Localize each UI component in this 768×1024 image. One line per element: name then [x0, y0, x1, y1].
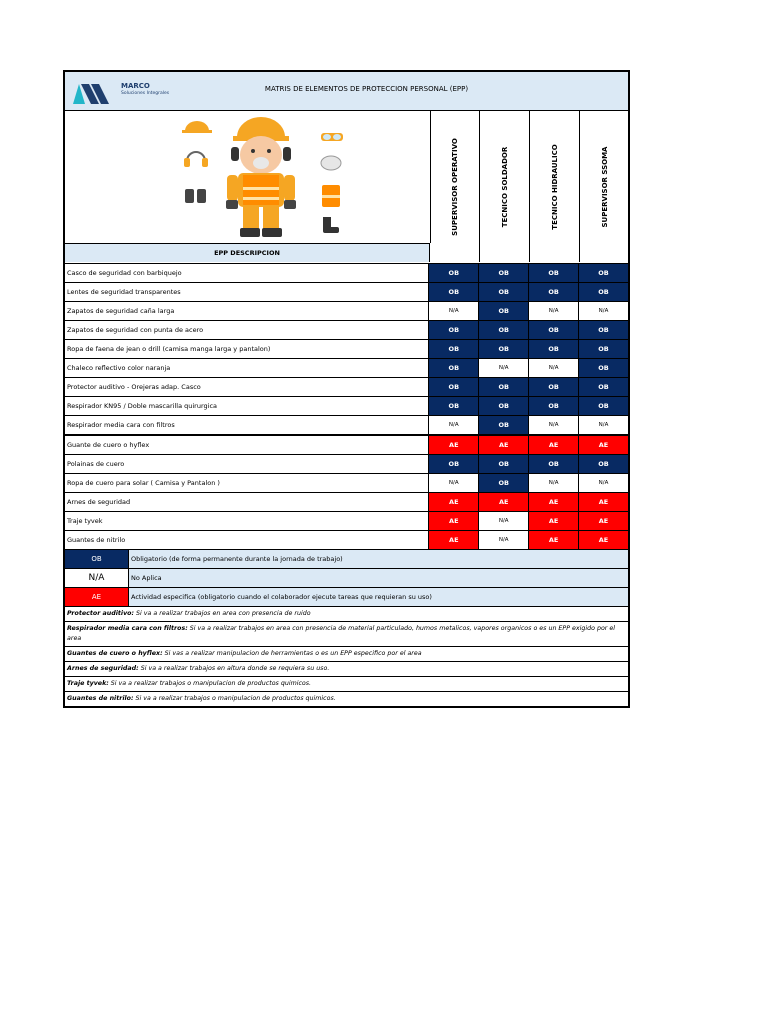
- brand-subtitle: Soluciones Integrales: [121, 91, 170, 96]
- requirement-cell: OB: [529, 397, 579, 415]
- legend-text: No Aplica: [129, 569, 628, 587]
- table-row: [65, 455, 628, 474]
- column-header-tecnico-hidraulico: TECNICO HIDRAULICO: [530, 111, 580, 262]
- requirement-cell: AE: [579, 512, 628, 530]
- epp-description-header: EPP DESCRIPCION: [65, 243, 430, 262]
- table-row: [65, 436, 628, 455]
- table-row: [65, 359, 628, 378]
- epp-item-label: Respirador KN95 / Doble mascarilla quirurgica: [65, 397, 429, 415]
- table-row: [65, 378, 628, 397]
- note-label: Protector auditivo:: [67, 610, 135, 617]
- column-header-supervisor-ssoma: SUPERVISOR SSOMA: [601, 146, 609, 227]
- legend-key: N/A: [65, 569, 129, 587]
- matrix-top-section: [65, 111, 628, 264]
- requirement-cell: AE: [429, 436, 479, 454]
- requirement-cell: N/A: [479, 531, 529, 549]
- requirement-cell: OB: [529, 455, 579, 473]
- note-label: Respirador media cara con filtros:: [67, 625, 188, 632]
- note-label: Arnes de seguridad:: [67, 665, 139, 672]
- note-text: Si va a realizar trabajos o manipulacion de productos quimicos.: [110, 680, 312, 687]
- requirement-cell: OB: [479, 474, 529, 492]
- epp-item-label: Guante de cuero o hyflex: [65, 436, 429, 454]
- requirement-cell: N/A: [579, 416, 628, 434]
- note-row: [65, 622, 628, 647]
- page-title: MATRIS DE ELEMENTOS DE PROTECCION PERSONAL (EPP): [264, 85, 469, 93]
- requirement-cell: AE: [529, 531, 579, 549]
- requirement-cell: N/A: [529, 359, 579, 377]
- note-text: Si va a realizar trabajos en altura donde se requiera su uso.: [140, 665, 330, 672]
- requirement-cell: N/A: [579, 302, 628, 320]
- requirement-cell: OB: [579, 455, 628, 473]
- requirement-cell: OB: [429, 264, 479, 282]
- table-row: [65, 474, 628, 493]
- requirement-cell: OB: [579, 378, 628, 396]
- table-row: [65, 340, 628, 359]
- requirement-cell: OB: [529, 378, 579, 396]
- requirement-cell: AE: [579, 531, 628, 549]
- requirement-cell: OB: [429, 321, 479, 339]
- epp-matrix-sheet: [63, 70, 630, 708]
- note-row: [65, 662, 628, 677]
- requirement-cell: AE: [579, 493, 628, 511]
- epp-item-label: Arnes de seguridad: [65, 493, 429, 511]
- legend: [65, 550, 628, 607]
- epp-item-label: Zapatos de seguridad caña larga: [65, 302, 429, 320]
- table-row: [65, 283, 628, 302]
- legend-row: [65, 569, 628, 588]
- requirement-cell: OB: [479, 283, 529, 301]
- legend-row: [65, 588, 628, 607]
- requirement-cell: OB: [429, 378, 479, 396]
- requirement-cell: AE: [429, 493, 479, 511]
- requirement-cell: OB: [579, 359, 628, 377]
- epp-item-label: Polainas de cuero: [65, 455, 429, 473]
- table-row: [65, 493, 628, 512]
- note-row: [65, 692, 628, 706]
- requirement-cell: N/A: [579, 474, 628, 492]
- note-row: [65, 607, 628, 622]
- requirement-cell: N/A: [479, 512, 529, 530]
- note-text: Si va a realizar trabajos o manipulacion de productos quimicos.: [135, 695, 336, 702]
- epp-item-label: Respirador media cara con filtros: [65, 416, 429, 434]
- epp-item-label: Chaleco reflectivo color naranja: [65, 359, 429, 377]
- epp-item-label: Ropa de faena de jean o drill (camisa manga larga y pantalon): [65, 340, 429, 358]
- column-header-tecnico-soldador: TECNICO SOLDADOR: [480, 111, 530, 262]
- requirement-cell: AE: [429, 531, 479, 549]
- notes-section: [65, 607, 628, 706]
- note-row: [65, 677, 628, 692]
- table-row: [65, 416, 628, 436]
- legend-row: [65, 550, 628, 569]
- requirement-cell: OB: [479, 378, 529, 396]
- table-row: [65, 531, 628, 550]
- requirement-cell: OB: [429, 359, 479, 377]
- sheet-header: [65, 72, 628, 111]
- brand-name: MARCO Soluciones Integrales: [121, 82, 170, 96]
- legend-key: AE: [65, 588, 129, 606]
- requirement-cell: AE: [529, 512, 579, 530]
- note-text: Si va a realizar trabajos en area con presencia de material particulado, humos metalicos, vapores organicos o es un EPP exigido por el area: [67, 625, 616, 642]
- requirement-cell: OB: [479, 455, 529, 473]
- requirement-cell: OB: [579, 397, 628, 415]
- legend-text: Actividad especifica (obligatorio cuando el colaborador ejecute tareas que requieran su uso): [129, 588, 628, 606]
- requirement-cell: OB: [529, 321, 579, 339]
- requirement-cell: AE: [579, 436, 628, 454]
- requirement-cell: OB: [579, 283, 628, 301]
- requirement-cell: OB: [579, 340, 628, 358]
- requirement-cell: N/A: [429, 474, 479, 492]
- note-label: Guantes de nitrilo:: [67, 695, 134, 702]
- epp-item-label: Zapatos de seguridad con punta de acero: [65, 321, 429, 339]
- ppe-worker-illustration: [65, 111, 431, 243]
- requirement-cell: N/A: [429, 302, 479, 320]
- requirement-cell: OB: [579, 264, 628, 282]
- epp-item-label: Protector auditivo - Orejeras adap. Casco: [65, 378, 429, 396]
- requirement-cell: AE: [529, 436, 579, 454]
- note-label: Traje tyvek:: [67, 680, 109, 687]
- requirement-cell: OB: [529, 340, 579, 358]
- epp-item-label: Lentes de seguridad transparentes: [65, 283, 429, 301]
- requirement-cell: AE: [479, 493, 529, 511]
- legend-text: Obligatorio (de forma permanente durante la jornada de trabajo): [129, 550, 628, 568]
- epp-item-label: Traje tyvek: [65, 512, 429, 530]
- requirement-cell: OB: [529, 283, 579, 301]
- requirement-cell: OB: [479, 397, 529, 415]
- requirement-cell: OB: [529, 264, 579, 282]
- epp-table-body: [65, 264, 628, 550]
- epp-item-label: Casco de seguridad con barbiquejo: [65, 264, 429, 282]
- requirement-cell: OB: [429, 283, 479, 301]
- table-row: [65, 321, 628, 340]
- note-text: Si va a realizar trabajos en area con presencia de ruido: [136, 610, 311, 617]
- table-row: [65, 397, 628, 416]
- table-row: [65, 302, 628, 321]
- epp-item-label: Guantes de nitrilo: [65, 531, 429, 549]
- requirement-cell: OB: [479, 264, 529, 282]
- requirement-cell: OB: [579, 321, 628, 339]
- table-row: [65, 264, 628, 283]
- note-row: [65, 647, 628, 662]
- requirement-cell: OB: [479, 416, 529, 434]
- requirement-cell: OB: [429, 455, 479, 473]
- note-label: Guantes de cuero o hyflex:: [67, 650, 163, 657]
- requirement-cell: N/A: [529, 474, 579, 492]
- requirement-cell: AE: [529, 493, 579, 511]
- requirement-cell: OB: [479, 321, 529, 339]
- column-header-supervisor-operativo: SUPERVISOR OPERATIVO: [430, 111, 480, 262]
- legend-key: OB: [65, 550, 129, 568]
- requirement-cell: OB: [479, 340, 529, 358]
- requirement-cell: N/A: [529, 302, 579, 320]
- requirement-cell: AE: [429, 512, 479, 530]
- requirement-cell: N/A: [529, 416, 579, 434]
- epp-item-label: Ropa de cuero para solar ( Camisa y Pantalon ): [65, 474, 429, 492]
- requirement-cell: AE: [479, 436, 529, 454]
- note-text: Si vas a realizar manipulacion de herramientas o es un EPP especifico por el area: [164, 650, 422, 657]
- table-row: [65, 512, 628, 531]
- requirement-cell: OB: [479, 302, 529, 320]
- requirement-cell: OB: [429, 340, 479, 358]
- requirement-cell: OB: [429, 397, 479, 415]
- requirement-cell: N/A: [479, 359, 529, 377]
- requirement-cell: N/A: [429, 416, 479, 434]
